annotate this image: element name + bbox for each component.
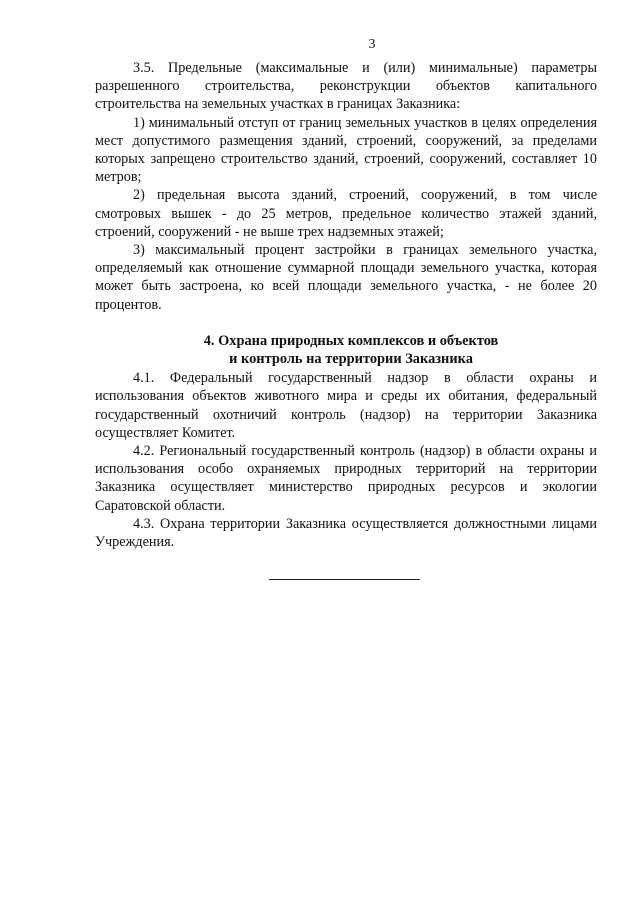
page-number: 3 bbox=[368, 37, 376, 52]
section-4-heading-line-2: и контроль на территории Заказника bbox=[229, 351, 473, 368]
section-3-5-item-3: 3) максимальный процент застройки в границах земельного участка, определяемый как отношение суммарной площади земельного участка, которая может быть застроена, ко всей площади земельного участка, - не более 20 процентов. bbox=[95, 242, 597, 313]
section-3-5-intro: 3.5. Предельные (максимальные и (или) минимальные) параметры разрешенного строительства, реконструкции объектов капитального строительства на земельных участках в границах Заказника: bbox=[95, 60, 597, 113]
section-3-5-item-2: 2) предельная высота зданий, строений, сооружений, в том числе смотровых вышек - до 25 метров, предельное количество этажей зданий, строений, сооружений - не выше трех надземных этажей; bbox=[95, 187, 597, 240]
section-4-2: 4.2. Региональный государственный контроль (надзор) в области охраны и использования особо охраняемых природных территорий на территории Заказника осуществляет министерство природных ресурсов и экологии Саратовской области. bbox=[95, 443, 597, 514]
end-divider-line bbox=[269, 579, 420, 580]
section-4-1: 4.1. Федеральный государственный надзор в области охраны и использования объектов животного мира и среды их обитания, федеральный государственный охотничий контроль (надзор) на территории Заказника осуществляет Комитет. bbox=[95, 370, 597, 441]
section-4-heading-line-1: 4. Охрана природных комплексов и объектов bbox=[203, 332, 499, 349]
section-4-3: 4.3. Охрана территории Заказника осуществляется должностными лицами Учреждения. bbox=[95, 515, 597, 551]
document-body bbox=[95, 59, 597, 551]
section-3-5-item-1: 1) минимальный отступ от границ земельных участков в целях определения мест допустимого размещения зданий, строений, сооружений, за пределами которых запрещено строительство зданий, строений, сооружений, составляет 10 метров; bbox=[95, 114, 597, 186]
section-4-heading bbox=[95, 332, 597, 368]
